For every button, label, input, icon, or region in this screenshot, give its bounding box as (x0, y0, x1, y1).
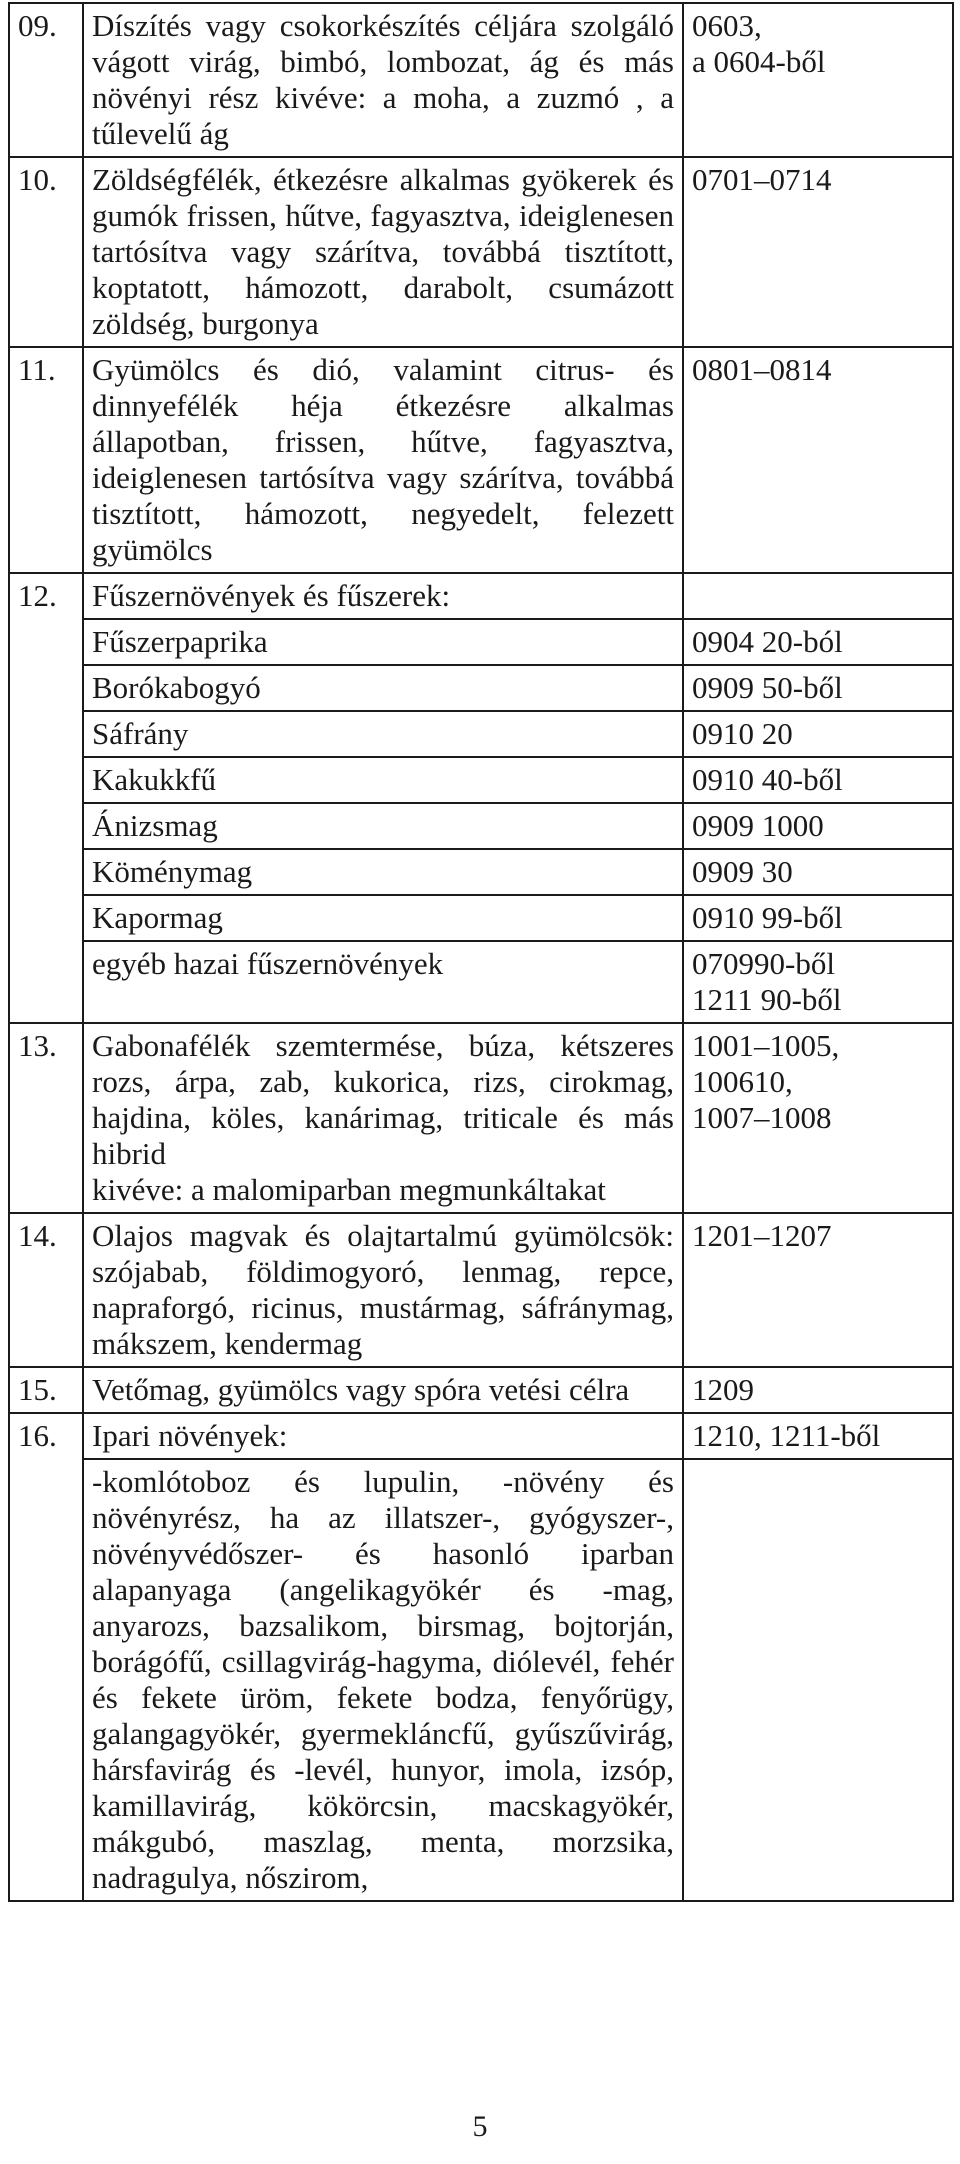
row-description: Gyümölcs és dió, valamint citrus- és dinnyefélék héja étkezésre alkalmas állapotban, frissen, hűtve, fagyasztva, ideiglenesen tartósítva vagy szárítva, továbbá tisztított, hámozott, negyedelt, felezett gyümölcs (83, 347, 683, 573)
row-number: 12. (9, 573, 83, 1023)
code-line: a 0604-ből (692, 44, 826, 79)
spice-row (9, 803, 953, 849)
row-number: 09. (9, 3, 83, 157)
code-line: 1211 90-ből (692, 982, 842, 1017)
spice-code (683, 941, 953, 1023)
spice-code (683, 803, 953, 849)
row-number: 11. (9, 347, 83, 573)
table-row (9, 1213, 953, 1367)
table-row (9, 1459, 953, 1901)
spice-code (683, 895, 953, 941)
empty-code-cell (683, 1459, 953, 1901)
product-code-table (8, 2, 954, 1902)
row-code (683, 157, 953, 347)
spice-row (9, 757, 953, 803)
code-line: 0910 40-ből (692, 762, 843, 797)
row-description: Ipari növények: (83, 1413, 683, 1459)
code-line: 1001–1005, (692, 1028, 840, 1063)
code-line: 0909 50-ből (692, 670, 843, 705)
table-row (9, 1367, 953, 1413)
row-code (683, 1413, 953, 1459)
table-row (9, 1413, 953, 1459)
table-row (9, 573, 953, 619)
code-line: 0910 20 (692, 716, 793, 751)
code-line: 0801–0814 (692, 352, 832, 387)
code-line: 0701–0714 (692, 162, 832, 197)
spice-row (9, 619, 953, 665)
table-row (9, 347, 953, 573)
spice-name: Fűszerpaprika (83, 619, 683, 665)
page-number: 5 (472, 2110, 488, 2143)
spice-name: Borókabogyó (83, 665, 683, 711)
row-description: Díszítés vagy csokorkészítés céljára szolgáló vágott virág, bimbó, lombozat, ág és más növényi rész kivéve: a moha, a zuzmó , a tűlevelű ág (83, 3, 683, 157)
row-code (683, 1367, 953, 1413)
industrial-detail: -komlótoboz és lupulin, -növény és növényrész, ha az illatszer-, gyógyszer-, növényvédőszer- és hasonló iparban alapanyaga (angelikagyökér és -mag, anyarozs, bazsalikom, birsmag, bojtorján, borágófű, csillagvirág-hagyma, diólevél, fehér és fekete üröm, fekete bodza, fenyőrügy, galangagyökér, gyermekláncfű, gyűszűvirág, hársfavirág és -levél, hunyor, imola, izsóp, kamillavirág, kökörcsin, macskagyökér, mákgubó, maszlag, menta, morzsika, nadragulya, nőszirom, (83, 1459, 683, 1901)
row-number: 13. (9, 1023, 83, 1213)
code-line: 070990-ből (692, 946, 835, 981)
code-line: 0909 1000 (692, 808, 824, 843)
code-line: 0904 20-ból (692, 624, 843, 659)
spice-name: Kakukkfű (83, 757, 683, 803)
row-code (683, 1213, 953, 1367)
spice-code (683, 711, 953, 757)
code-line: 1201–1207 (692, 1218, 832, 1253)
spice-row (9, 849, 953, 895)
code-line: 1210, 1211-ből (692, 1418, 881, 1453)
code-line: 100610, (692, 1064, 793, 1099)
table-row (9, 3, 953, 157)
spice-code (683, 665, 953, 711)
row-code (683, 1023, 953, 1213)
spice-row (9, 895, 953, 941)
row-number: 16. (9, 1413, 83, 1901)
row-description: Zöldségfélék, étkezésre alkalmas gyökerek és gumók frissen, hűtve, fagyasztva, ideiglenesen tartósítva vagy szárítva, továbbá tisztított, koptatott, hámozott, darabolt, csumázott zöldség, burgonya (83, 157, 683, 347)
row-number: 15. (9, 1367, 83, 1413)
code-line: 0910 99-ből (692, 900, 843, 935)
row-description: Vetőmag, gyümölcs vagy spóra vetési célra (83, 1367, 683, 1413)
row-description: Fűszernövények és fűszerek: (83, 573, 683, 619)
spice-name: Ánizsmag (83, 803, 683, 849)
spice-code (683, 849, 953, 895)
table-row (9, 157, 953, 347)
table-row (9, 1023, 953, 1213)
spice-code (683, 757, 953, 803)
code-line: 1209 (692, 1372, 754, 1407)
spice-row (9, 665, 953, 711)
code-line: 0909 30 (692, 854, 793, 889)
row-number: 10. (9, 157, 83, 347)
row-code (683, 347, 953, 573)
row-number: 14. (9, 1213, 83, 1367)
row-description: Olajos magvak és olajtartalmú gyümölcsök: szójabab, földimogyoró, lenmag, repce, napraforgó, ricinus, mustármag, sáfránymag, mákszem, kendermag (83, 1213, 683, 1367)
row-description-main: Gabonafélék szemtermése, búza, kétszeres rozs, árpa, zab, kukorica, rizs, cirokmag, hajdina, köles, kanárimag, triticale és más hibrid (92, 1028, 674, 1171)
spice-name: Köménymag (83, 849, 683, 895)
spice-row (9, 941, 953, 1023)
spice-name: Kapormag (83, 895, 683, 941)
code-line: 0603, (692, 8, 762, 43)
row-code (683, 573, 953, 619)
row-code (683, 3, 953, 157)
spice-row (9, 711, 953, 757)
row-description-exception: kivéve: a malomiparban megmunkáltakat (92, 1172, 606, 1207)
spice-name: egyéb hazai fűszernövények (83, 941, 683, 1023)
code-line: 1007–1008 (692, 1100, 832, 1135)
spice-code (683, 619, 953, 665)
spice-name: Sáfrány (83, 711, 683, 757)
row-description (83, 1023, 683, 1213)
